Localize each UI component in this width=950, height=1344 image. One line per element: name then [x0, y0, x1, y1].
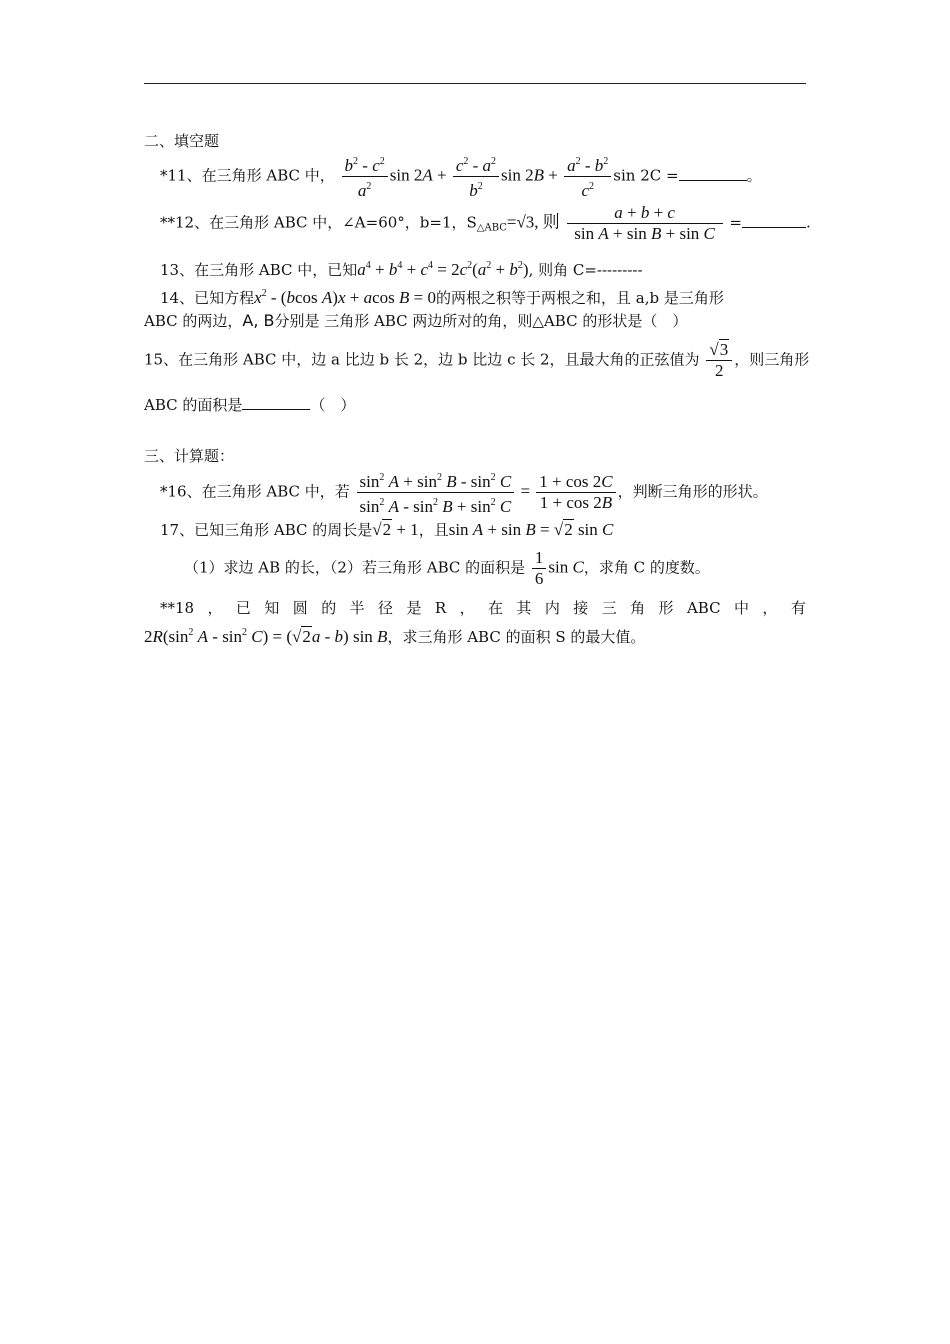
question-18-word: 角 — [630, 599, 646, 617]
question-18-word: 圆 — [292, 599, 308, 617]
question-18-word: 的 — [321, 599, 337, 617]
answer-blank — [242, 409, 310, 410]
question-18-word: R — [434, 599, 447, 617]
question-18-word: 三 — [601, 599, 617, 617]
formula-fraction: $\frac{1 + \cos 2C}{1 + \cos 2B}$ — [536, 472, 615, 513]
question-18-line1 — [160, 598, 806, 618]
question-15: 15、在三角形 ABC 中，边 a 比边 b 长 2，边 b 比边 c 长 2，且最大角的正弦值为 $\frac{√3}{2}$ ，则三角形 — [144, 340, 810, 380]
question-17: 17、已知三角形 ABC 的周长是√2 + 1，且sin A + sin B = √2 sin C — [160, 520, 614, 539]
question-18-word: ， — [207, 599, 223, 617]
question-14-line2: ABC 的两边，A, B分别是 三角形 ABC 两边所对的角，则△ABC 的形状是（ ） — [144, 311, 688, 330]
question-18-word: 中 — [733, 599, 749, 617]
question-18-word: 已 — [235, 599, 251, 617]
question-18-word: 有 — [790, 599, 806, 617]
question-18-word: 半 — [349, 599, 365, 617]
section-title-fill-in: 二、填空题 — [144, 132, 220, 150]
question-15-line2: ABC 的面积是 （ ） — [144, 396, 356, 414]
formula-fraction: $\frac{c^2 - a^2}{b^2}$ — [453, 152, 499, 201]
question-18-word: 是 — [406, 599, 422, 617]
question-18-word: 内 — [544, 599, 560, 617]
question-14: 14、已知方程$x^2 - (bcos$ A)x + acos B = 0的两根之积等于两根之和，且 a,b 是三角形 — [160, 288, 724, 307]
question-18 — [144, 598, 806, 618]
question-18-word: 接 — [573, 599, 589, 617]
answer-blank — [679, 180, 747, 181]
formula-fraction: $\frac{b^2 - c^2}{a^2}$ — [342, 152, 388, 201]
question-18-word: 在 — [488, 599, 504, 617]
question-18-word: ， — [762, 599, 778, 617]
question-18-word: 知 — [264, 599, 280, 617]
question-11: *11、在三角形 ABC 中， $\frac{b^2 - c^2}{a^2}$ sin 2A + $\frac{c^2 - a^2}{b^2}$ sin 2B + $\frac{a^2 - b^2}{c^2}$ sin 2C = 。 — [144, 152, 822, 201]
question-12: **12、在三角形 ABC 中，∠A=60°，b=1，$S_{\triangle ABC}=√3$, 则 $\frac{a + b + c}{\text{sin A + sin B + sin C}}$ = . — [160, 203, 811, 243]
formula-fraction: $\frac{√3}{2}$ — [706, 340, 732, 381]
answer-blank — [742, 227, 806, 228]
question-16: *16、在三角形 ABC 中，若 $\frac{\sin^2 A + \sin^2 B - \sin^2 C}{\sin^2 A - \sin^2 B + \sin^2 C}$ = $\frac{1 + \cos 2C}{1 + \cos 2B}$ ，判断三角形的形状。 — [144, 468, 822, 517]
question-18-word: ， — [459, 599, 475, 617]
question-18-word: 径 — [378, 599, 394, 617]
question-17-parts: （1）求边 AB 的长，（2）若三角形 ABC 的面积是 $\frac{1}{6}$ sin C，求角 C 的度数。 — [184, 548, 710, 588]
header-rule — [144, 83, 806, 84]
question-18-word: 其 — [516, 599, 532, 617]
question-13: 13、在三角形 ABC 中，已知$a^4 + b^4 + c^4 = 2c^2(a^2 + b^2)$, 则角 C=--------- — [160, 260, 643, 279]
section-title-calculation: 三、计算题： — [144, 447, 235, 465]
formula-fraction: $\frac{a^2 - b^2}{c^2}$ — [564, 152, 611, 201]
question-18-word: **18 — [160, 599, 195, 617]
question-18-line2: $2R(\sin^2$ $A - \sin^2 C) = (√2a - b)$ sin B，求三角形 ABC 的面积 S 的最大值。 — [144, 627, 646, 646]
formula-fraction: $\frac{\sin^2 A + \sin^2 B - \sin^2 C}{\sin^2 A - \sin^2 B + \sin^2 C}$ — [357, 468, 515, 517]
question-18-word: ABC — [686, 599, 721, 617]
formula-fraction: $\frac{a + b + c}{\text{sin A + sin B + sin C}}$ — [567, 203, 723, 244]
formula-fraction: $\frac{1}{6}$ — [532, 548, 547, 589]
question-18-word: 形 — [658, 599, 674, 617]
